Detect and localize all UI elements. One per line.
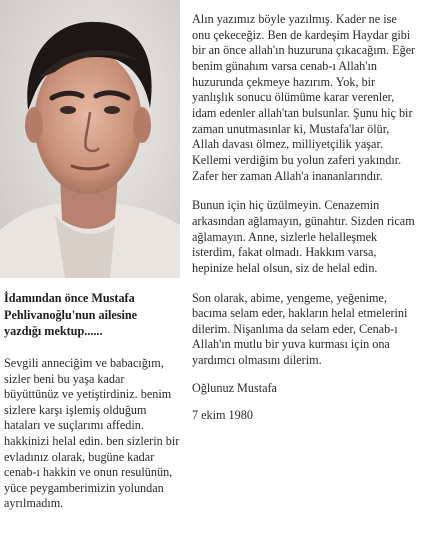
letter-paragraph: Son olarak, abime, yengeme, yeğenime, bacıma selam eder, hakların helal etmelerini dilerim. Nişanlıma da selam eder, Cenab-ı Allah'ın mutlu bir yuva kurması için ona yardımcı olmasını dilerim.	[192, 290, 408, 368]
letter-date: 7 ekim 1980	[192, 408, 253, 423]
portrait-photo	[0, 0, 180, 278]
letter-paragraph: Sevgili anneciğim ve babacığım, sizler beni bu yaşa kadar büyüttünüz ve yetiştirdiniz. benim sizlere karşı işlemiş olduğum hataları ve suçlarımı affedin. hakkinizi helal edin. ben sizlerin bir evladınız olarak, bugüne kadar cenab-ı hakkin ve onun resulünün, yüce peygamberimizin yolundan ayrılmadım.	[4, 356, 180, 511]
letter-left-column	[4, 356, 180, 512]
letter-right-column	[192, 12, 418, 424]
letter-paragraph: Alın yazımız böyle yazılmış. Kader ne ise onu çekeceğiz. Ben de kardeşim Haydar gibi bir an önce allah'ın huzuruna çıkacağım. Eğer benim günahım varsa cenab-ı Allah'ın huzurunda çekmeye hazırım. Yok, bir yanlışlık sonucu ölümüme karar verenler, idam edenler allah'tan bulsunlar. Şunu hiç bir zaman unutmasınlar ki, Mustafa'lar ölür, Allah davası ölmez, milliyetçilik yaşar. Kellemi verdiğim bu yolun zaferi yakındır. Zafer her zaman Allah'a inananlarındır.	[192, 12, 416, 183]
letter-signature: Oğlunuz Mustafa	[192, 380, 277, 395]
letter-paragraph: Bunun için hiç üzülmeyin. Cenazemin arkasından ağlamayın, günahtır. Sizden ricam ağlamayın. Anne, sizlerle helalleşmek isterdim, fakat olmadı. Hakkım varsa, hepinize helal olsun, siz de helal edin.	[192, 198, 415, 275]
letter-caption: İdamından önce Mustafa Pehlivanoğlu'nun ailesine yazdığı mektup......	[4, 291, 138, 338]
